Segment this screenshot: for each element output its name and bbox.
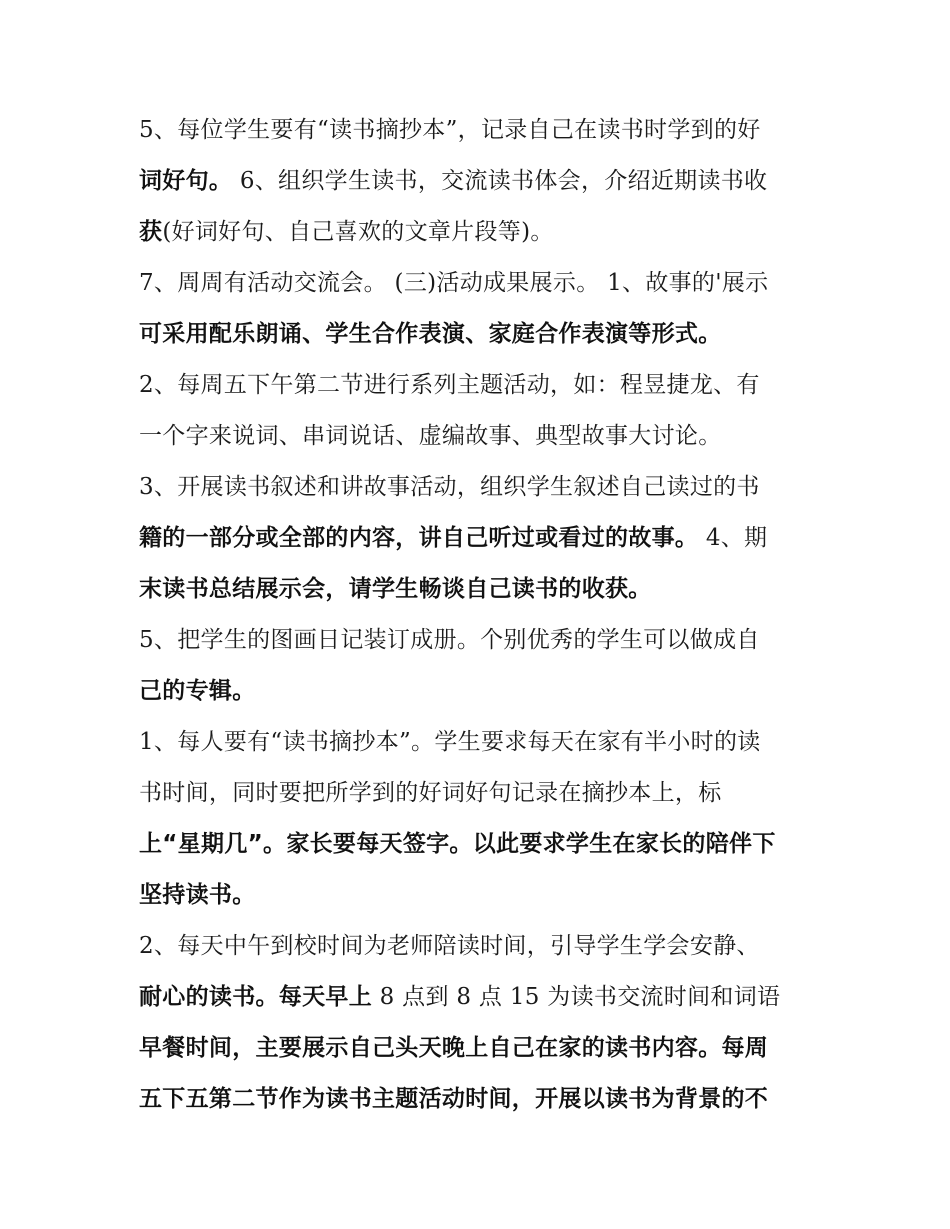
text-segment: 上“星期几”。家长要每天签字。以此要求学生在家长的陪伴下 — [139, 831, 776, 857]
text-line-13 — [139, 716, 819, 767]
text-segment: 获 — [139, 219, 163, 245]
text-line-14 — [139, 767, 819, 818]
text-segment: 词好句。 — [139, 168, 233, 194]
text-segment: 籍的一部分或全部的内容，讲自己听过或看过的故事。 — [139, 525, 699, 551]
text-segment: 3、开展读书叙述和讲故事活动，组织学生叙述自己读过的书 — [139, 474, 760, 500]
text-line-12 — [139, 665, 819, 716]
text-line-3 — [139, 206, 819, 257]
text-line-16 — [139, 869, 819, 920]
text-segment: 1、每人要有“读书摘抄本”。学生要求每天在家有半小时的读 — [139, 729, 761, 755]
text-line-19 — [139, 1022, 819, 1073]
text-line-4 — [139, 257, 819, 308]
text-line-17 — [139, 920, 819, 971]
text-segment: 末读书总结展示会，请学生畅谈自己读书的收获。 — [139, 576, 652, 602]
text-segment: 7、周周有活动交流会。 (三)活动成果展示。 1、故事的'展示 — [139, 270, 769, 296]
text-segment: 坚持读书。 — [139, 882, 256, 908]
text-segment: 5、每位学生要有“读书摘抄本”，记录自己在读书时学到的好 — [139, 117, 761, 143]
text-segment: 耐心的读书。每天早上 — [139, 984, 372, 1010]
text-segment: 4、期 — [698, 525, 768, 551]
document-body — [139, 104, 819, 1124]
text-segment: 五下五第二节作为读书主题活动时间，开展以读书为背景的不 — [139, 1086, 769, 1112]
text-line-18 — [139, 971, 819, 1022]
text-segment: 早餐时间，主要展示自己头天晚上自己在家的读书内容。每周 — [139, 1035, 769, 1061]
text-segment: (好词好句、自己喜欢的文章片段等)。 — [162, 219, 554, 245]
text-line-2 — [139, 155, 819, 206]
text-line-8 — [139, 461, 819, 512]
text-segment: 己的专辑。 — [139, 678, 256, 704]
text-segment: 2、每天中午到校时间为老师陪读时间，引导学生学会安静、 — [139, 933, 760, 959]
text-line-10 — [139, 563, 819, 614]
text-line-6 — [139, 359, 819, 410]
text-segment: 5、把学生的图画日记装订成册。个别优秀的学生可以做成自 — [139, 627, 760, 653]
text-line-11 — [139, 614, 819, 665]
text-segment: 6、组织学生读书，交流读书体会，介绍近期读书收 — [232, 168, 768, 194]
text-segment: 8 点到 8 点 15 为读书交流时间和词语 — [372, 984, 781, 1010]
text-line-7 — [139, 410, 819, 461]
text-segment: 2、每周五下午第二节进行系列主题活动，如：程昱捷龙、有 — [139, 372, 760, 398]
text-line-9 — [139, 512, 819, 563]
text-line-15 — [139, 818, 819, 869]
text-segment: 一个字来说词、串词说话、虚编故事、典型故事大讨论。 — [139, 423, 722, 449]
text-line-20 — [139, 1073, 819, 1124]
text-line-5 — [139, 308, 819, 359]
text-segment: 可采用配乐朗诵、学生合作表演、家庭合作表演等形式。 — [139, 321, 722, 347]
text-segment: 书时间，同时要把所学到的好词好句记录在摘抄本上，标 — [139, 780, 722, 806]
text-line-1 — [139, 104, 819, 155]
